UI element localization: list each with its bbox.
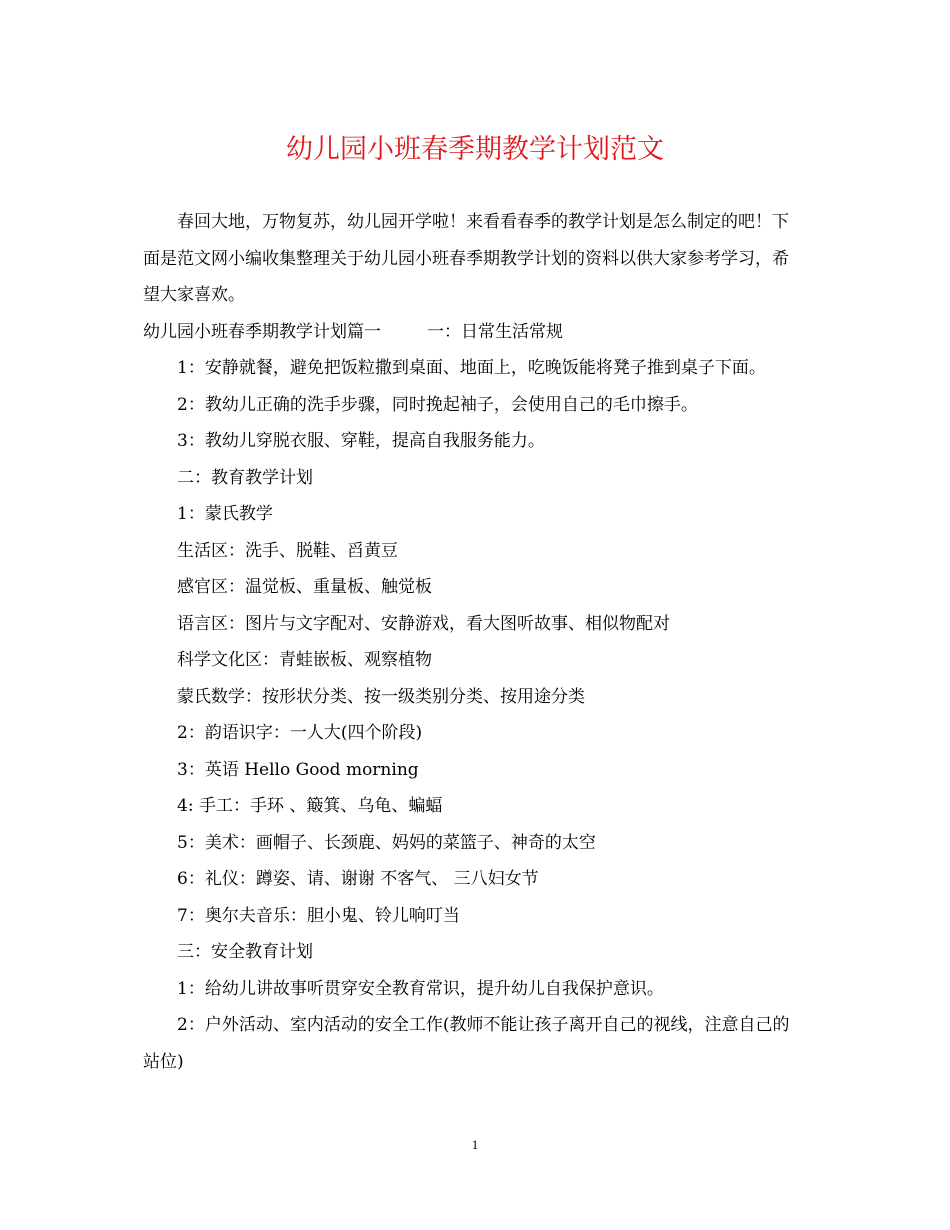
body-line: 3：英语 Hello Good morning [177,759,419,780]
page-number: 1 [471,1137,479,1152]
body-line: 1：安静就餐，避免把饭粒撒到桌面、地面上，吃晚饭能将凳子推到桌子下面。 [177,358,766,378]
body-line: 1：给幼儿讲故事听贯穿安全教育常识，提升幼儿自我保护意识。 [177,978,664,999]
body-line: 三：安全教育计划 [177,942,313,962]
body-line: 7：奥尔夫音乐：胆小鬼、铃儿响叮当 [177,905,460,926]
document-title: 幼儿园小班春季期教学计划范文 [286,134,664,165]
body-line: 2：教幼儿正确的洗手步骤，同时挽起袖子，会使用自己的毛巾擦手。 [177,394,698,415]
body-line: 1：蒙氏教学 [177,504,273,524]
body-line: 6：礼仪：蹲姿、请、谢谢 不客气、 三八妇女节 [177,869,539,889]
body-line: 3：教幼儿穿脱衣服、穿鞋，提高自我服务能力。 [177,431,545,451]
body-line: 感官区：温觉板、重量板、触觉板 [177,577,432,597]
body-line: 科学文化区：青蛙嵌板、观察植物 [177,650,432,670]
section-heading-part: 幼儿园小班春季期教学计划篇一 [143,321,381,342]
body-line: 蒙氏数学：按形状分类、按一级类别分类、按用途分类 [177,686,585,707]
body-line: 二：教育教学计划 [177,467,313,488]
body-line: 2：户外活动、室内活动的安全工作(教师不能让孩子离开自己的视线，注意自己的站位) [143,1015,790,1072]
intro-paragraph: 春回大地，万物复苏，幼儿园开学啦！来看看春季的教学计划是怎么制定的吧！下面是范文网小编收集整理关于幼儿园小班春季期教学计划的资料以供大家参考学习，希望大家喜欢。 [143,212,789,305]
body-line: 4: 手工：手环 、簸箕、乌龟、蝙蝠 [177,796,443,816]
body-line: 2：韵语识字：一人大(四个阶段) [177,723,423,743]
section-heading [143,314,805,351]
body-line: 生活区：洗手、脱鞋、舀黄豆 [177,540,398,561]
section-heading-item: 一：日常生活常规 [427,321,563,342]
body-line: 语言区：图片与文字配对、安静游戏，看大图听故事、相似物配对 [177,613,670,634]
document-body [143,204,805,1080]
body-line: 5：美术：画帽子、长颈鹿、妈妈的菜篮子、神奇的太空 [177,832,596,853]
